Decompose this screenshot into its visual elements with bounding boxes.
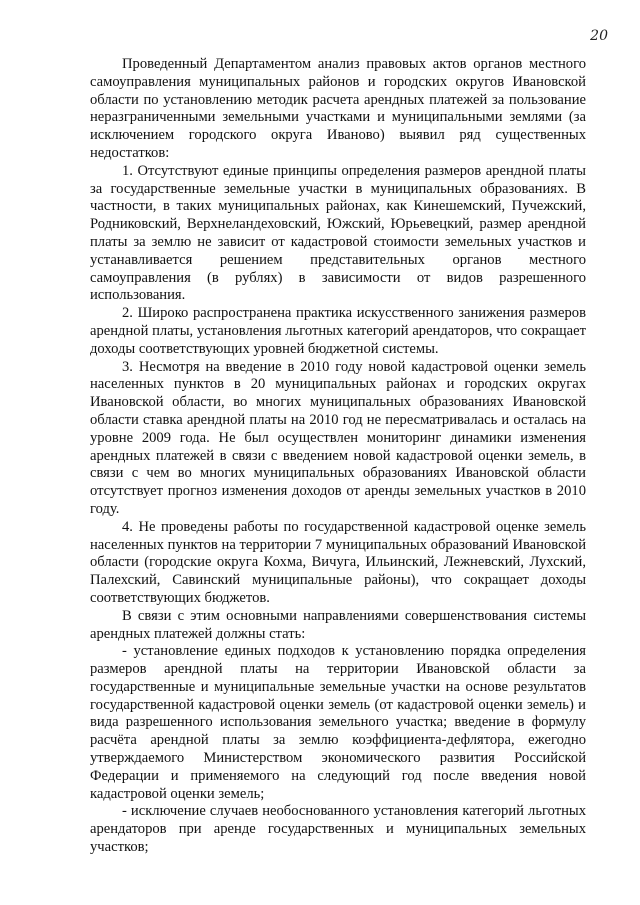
page-number: 20	[590, 28, 608, 44]
paragraph-item-1: 1. Отсутствуют единые принципы определения размеров арендной платы за государственные земельные участки в муниципальных образованиях. В частности, в таких муниципальных районах, как Кинешемский, Пучежский, Родниковский, Верхнеландеховский, Южский, Юрьевецкий, размер арендной платы за землю не зависит от кадастровой стоимости земельных участков и устанавливается решением представительных органов местного самоуправления (в рублях) в зависимости от видов разрешенного использования.	[90, 162, 586, 304]
paragraph-item-2: 2. Широко распространена практика искусственного занижения размеров арендной платы, установления льготных категорий арендаторов, что сокращает доходы соответствующих уровней бюджетной системы.	[90, 305, 586, 357]
paragraph-item-4: 4. Не проведены работы по государственной кадастровой оценке земель населенных пунктов на территории 7 муниципальных образований Ивановской области (городские округа Кохма, Вичуга, Ильинский, Лежневский, Лухский, Палехский, Савинский муниципальные районы), что сокращает доходы соответствующих бюджетов.	[90, 518, 586, 606]
body-text	[90, 56, 586, 857]
paragraph-bullet-1: - установление единых подходов к установлению порядка определения размеров арендной платы на территории Ивановской области за государственные и муниципальные земельные участки на основе результатов государственной кадастровой оценки земель (от кадастровой оценки земель) и вида разрешенного использования земельного участка; введение в формулу расчёта арендной платы за землю коэффициента-дефлятора, ежегодно утверждаемого Министерством экономического развития Российской Федерации и применяемого на следующий год после введения новой кадастровой оценки земель;	[90, 643, 586, 802]
paragraph-bullet-2: - исключение случаев необоснованного установления категорий льготных арендаторов при аренде государственных и муниципальных земельных участков;	[90, 803, 586, 856]
paragraph-directions: В связи с этим основными направлениями совершенствования системы арендных платежей должны стать:	[90, 607, 586, 642]
paragraph-item-3: 3. Несмотря на введение в 2010 году новой кадастровой оценки земель населенных пунктов в 20 муниципальных районах и городских округах Ивановской области, во многих муниципальных образованиях Ивановской области ставка арендной платы на 2010 год не пересматривалась и осталась на уровне 2009 года. Не был осуществлен мониторинг динамики изменения арендных платежей в связи с введением новой кадастровой оценки земель, в связи с чем во многих муниципальных образованиях Ивановской области отсутствует прогноз изменения доходов от аренды земельных участков в 2010 году.	[90, 358, 586, 517]
paragraph-intro: Проведенный Департаментом анализ правовых актов органов местного самоуправления муниципальных районов и городских округов Ивановской области по установлению методик расчета арендных платежей за пользование неразграниченными земельными участками и муниципальными землями (за исключением городского округа Иваново) выявил ряд существенных недостатков:	[90, 56, 586, 161]
